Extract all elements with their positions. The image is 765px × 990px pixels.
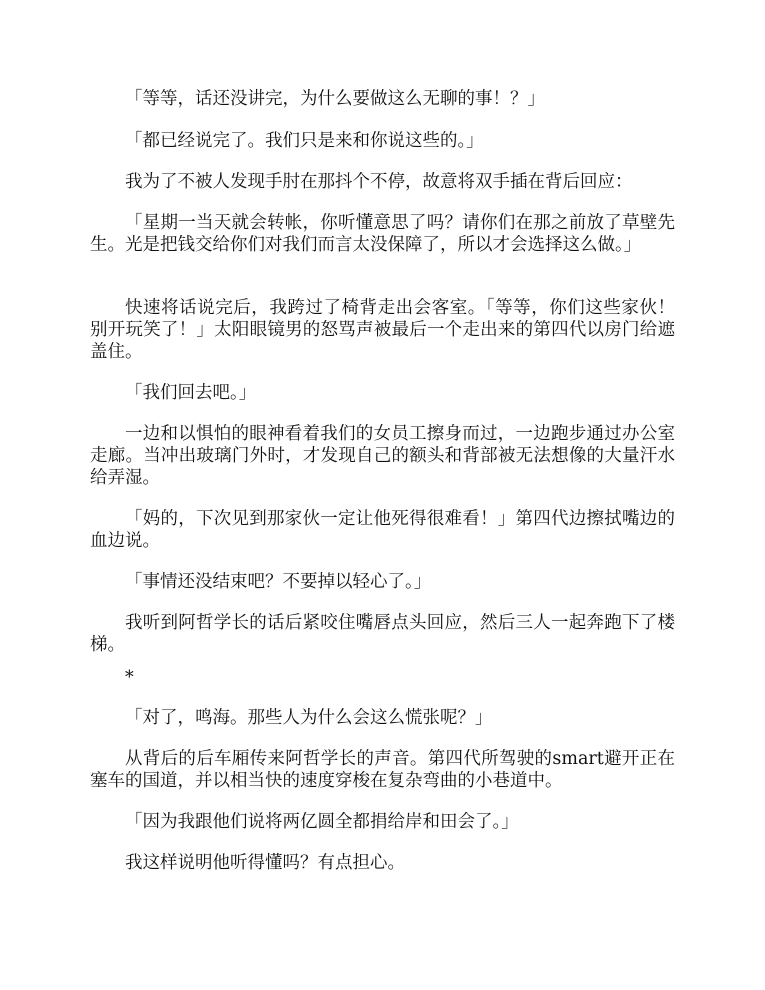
scene-break-asterisk: *	[125, 668, 134, 688]
paragraph-12: 从背后的后车厢传来阿哲学长的声音。第四代所驾驶的smart避开正在塞车的国道，并以相当快的速度穿梭在复杂弯曲的小巷道中。	[90, 749, 675, 791]
paragraph-5: 快速将话说完后，我跨过了椅背走出会客室。「等等，你们这些家伙！别开玩笑了！」太阳眼镜男的怒骂声被最后一个走出来的第四代以房门给遮盖住。	[90, 298, 675, 362]
paragraph-3: 我为了不被人发现手肘在那抖个不停，故意将双手插在背后回应：	[125, 172, 633, 192]
paragraph-9: 「事情还没结束吧？不要掉以轻心了。」	[125, 572, 432, 592]
paragraph-2: 「都已经说完了。我们只是来和你说这些的。」	[125, 131, 484, 151]
paragraph-1: 「等等，话还没讲完，为什么要做这么无聊的事！？」	[125, 89, 545, 109]
paragraph-6: 「我们回去吧。」	[125, 383, 257, 403]
paragraph-14: 我这样说明他听得懂吗？有点担心。	[125, 853, 405, 873]
paragraph-11: 「对了，鸣海。那些人为什么会这么慌张呢？」	[125, 708, 493, 728]
paragraph-8: 「妈的，下次见到那家伙一定让他死得很难看！」第四代边擦拭嘴边的血边说。	[90, 509, 675, 551]
paragraph-7: 一边和以惧怕的眼神看着我们的女员工擦身而过，一边跑步通过办公室走廊。当冲出玻璃门外时，才发现自己的额头和背部被无法想像的大量汗水给弄湿。	[90, 424, 675, 488]
paragraph-4: 「星期一当天就会转帐，你听懂意思了吗？请你们在那之前放了草壁先生。光是把钱交给你们对我们而言太没保障了，所以才会选择这么做。」	[90, 213, 675, 255]
paragraph-13: 「因为我跟他们说将两亿圆全都捐给岸和田会了。」	[125, 812, 519, 832]
document-page	[90, 0, 675, 990]
paragraph-10: 我听到阿哲学长的话后紧咬住嘴唇点头回应，然后三人一起奔跑下了楼梯。	[90, 613, 675, 655]
